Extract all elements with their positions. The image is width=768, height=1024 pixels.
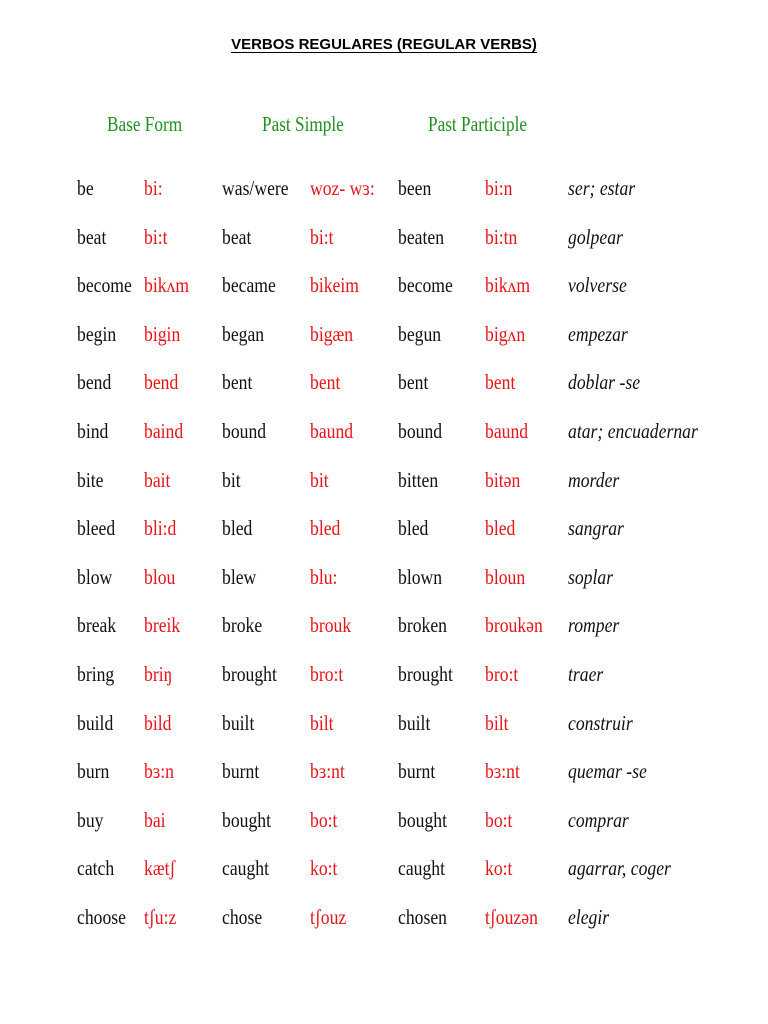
past-participle-phonetic: bitən	[485, 467, 521, 492]
base-form: be	[77, 176, 94, 200]
past-simple: bent	[222, 370, 253, 395]
base-form: break	[77, 613, 117, 638]
verb-row	[0, 662, 768, 711]
base-form: bite	[77, 467, 104, 492]
past-participle: bled	[398, 516, 429, 541]
verb-row	[0, 856, 768, 905]
base-form-phonetic: bigin	[144, 321, 181, 346]
base-form-phonetic: bli:d	[144, 516, 177, 541]
past-simple-phonetic: brouk	[310, 613, 352, 638]
past-simple: brought	[222, 661, 277, 686]
base-form-phonetic: baind	[144, 418, 184, 443]
past-simple: bled	[222, 516, 253, 541]
translation: romper	[568, 613, 620, 638]
past-participle-phonetic: bi:n	[485, 176, 513, 200]
past-simple-phonetic: bi:t	[310, 224, 334, 249]
past-participle: caught	[398, 856, 446, 881]
past-participle: been	[398, 176, 432, 200]
past-simple-phonetic: bled	[310, 516, 341, 541]
translation: morder	[568, 467, 620, 492]
base-form: become	[77, 273, 132, 298]
past-participle: broken	[398, 613, 447, 638]
base-form: bring	[77, 661, 115, 686]
translation: ser; estar	[568, 176, 636, 200]
base-form-phonetic: bend	[144, 370, 179, 395]
past-participle: chosen	[398, 904, 447, 929]
verb-row	[0, 273, 768, 322]
header-past-simple: Past Simple	[262, 112, 344, 136]
document-title	[0, 36, 768, 53]
past-participle: burnt	[398, 759, 436, 784]
base-form: choose	[77, 904, 126, 929]
translation: golpear	[568, 224, 623, 249]
verb-row	[0, 225, 768, 274]
past-simple-phonetic: bɜ:nt	[310, 759, 345, 784]
past-participle: beaten	[398, 224, 445, 249]
past-participle: bound	[398, 418, 443, 443]
translation: empezar	[568, 321, 628, 346]
past-simple: caught	[222, 856, 270, 881]
header-base-form: Base Form	[107, 112, 183, 136]
past-simple-phonetic: bo:t	[310, 807, 338, 832]
verb-row	[0, 468, 768, 517]
past-participle: bought	[398, 807, 448, 832]
base-form: burn	[77, 759, 110, 784]
base-form-phonetic: briŋ	[144, 661, 173, 686]
past-participle: built	[398, 710, 431, 735]
base-form: begin	[77, 321, 117, 346]
past-simple-phonetic: bigæn	[310, 321, 354, 346]
past-simple-phonetic: bikeim	[310, 273, 359, 298]
translation: atar; encuadernar	[568, 418, 698, 443]
past-participle-phonetic: bro:t	[485, 661, 519, 686]
verb-row	[0, 808, 768, 857]
past-simple: chose	[222, 904, 263, 929]
past-simple-phonetic: bilt	[310, 710, 334, 735]
translation: volverse	[568, 273, 627, 298]
verb-table	[0, 176, 768, 954]
base-form-phonetic: bai	[144, 807, 166, 832]
past-participle-phonetic: bo:t	[485, 807, 513, 832]
past-participle: become	[398, 273, 453, 298]
past-participle-phonetic: broukən	[485, 613, 543, 638]
translation: traer	[568, 661, 604, 686]
translation: sangrar	[568, 516, 624, 541]
past-simple-phonetic: blu:	[310, 564, 338, 589]
past-simple: bound	[222, 418, 267, 443]
verb-row	[0, 370, 768, 419]
past-simple: began	[222, 321, 265, 346]
translation: agarrar, coger	[568, 856, 671, 881]
past-simple: burnt	[222, 759, 260, 784]
past-simple: beat	[222, 224, 252, 249]
past-simple-phonetic: ko:t	[310, 856, 338, 881]
past-simple: was/were	[222, 176, 289, 200]
past-participle-phonetic: bled	[485, 516, 516, 541]
base-form: bind	[77, 418, 109, 443]
past-participle-phonetic: bilt	[485, 710, 509, 735]
past-participle-phonetic: bikʌm	[485, 273, 531, 298]
verb-row	[0, 516, 768, 565]
base-form-phonetic: blou	[144, 564, 176, 589]
past-participle-phonetic: bi:tn	[485, 224, 518, 249]
past-simple: bit	[222, 467, 241, 492]
past-participle-phonetic: bɜ:nt	[485, 759, 520, 784]
header-past-participle: Past Participle	[428, 112, 528, 136]
base-form-phonetic: bikʌm	[144, 273, 190, 298]
past-participle: bent	[398, 370, 429, 395]
past-participle-phonetic: bigʌn	[485, 321, 526, 346]
past-participle-phonetic: ko:t	[485, 856, 513, 881]
past-participle: blown	[398, 564, 443, 589]
past-simple: blew	[222, 564, 257, 589]
base-form: blow	[77, 564, 113, 589]
past-simple-phonetic: bro:t	[310, 661, 344, 686]
past-simple: bought	[222, 807, 272, 832]
past-simple: became	[222, 273, 276, 298]
past-participle-phonetic: tʃouzən	[485, 904, 538, 929]
base-form-phonetic: bɜ:n	[144, 759, 174, 784]
verb-row	[0, 565, 768, 614]
past-participle: begun	[398, 321, 442, 346]
base-form-phonetic: tʃu:z	[144, 904, 177, 929]
past-simple-phonetic: woz- wɜ:	[310, 176, 375, 200]
past-participle-phonetic: bloun	[485, 564, 526, 589]
translation: doblar -se	[568, 370, 641, 395]
past-simple-phonetic: bent	[310, 370, 341, 395]
translation: comprar	[568, 807, 629, 832]
verb-row	[0, 419, 768, 468]
past-simple: broke	[222, 613, 263, 638]
past-participle-phonetic: bent	[485, 370, 516, 395]
past-participle: brought	[398, 661, 453, 686]
past-simple-phonetic: tʃouz	[310, 904, 347, 929]
past-simple-phonetic: baund	[310, 418, 354, 443]
translation: quemar -se	[568, 759, 647, 784]
verb-row	[0, 711, 768, 760]
base-form-phonetic: bild	[144, 710, 172, 735]
base-form-phonetic: bi:t	[144, 224, 168, 249]
translation: construir	[568, 710, 633, 735]
past-simple-phonetic: bit	[310, 467, 329, 492]
base-form: beat	[77, 224, 107, 249]
past-participle-phonetic: baund	[485, 418, 529, 443]
base-form-phonetic: breik	[144, 613, 181, 638]
base-form-phonetic: bait	[144, 467, 171, 492]
translation: elegir	[568, 904, 610, 929]
base-form: buy	[77, 807, 104, 832]
base-form-phonetic: kætʃ	[144, 856, 176, 881]
base-form-phonetic: bi:	[144, 176, 163, 200]
verb-row	[0, 759, 768, 808]
past-simple: built	[222, 710, 255, 735]
base-form: bend	[77, 370, 112, 395]
base-form: catch	[77, 856, 115, 881]
verb-row	[0, 322, 768, 371]
verb-row	[0, 176, 768, 225]
past-participle: bitten	[398, 467, 439, 492]
verb-row	[0, 613, 768, 662]
document-title-text: VERBOS REGULARES (REGULAR VERBS)	[231, 36, 537, 53]
translation: soplar	[568, 564, 614, 589]
base-form: bleed	[77, 516, 116, 541]
verb-row	[0, 905, 768, 954]
base-form: build	[77, 710, 114, 735]
